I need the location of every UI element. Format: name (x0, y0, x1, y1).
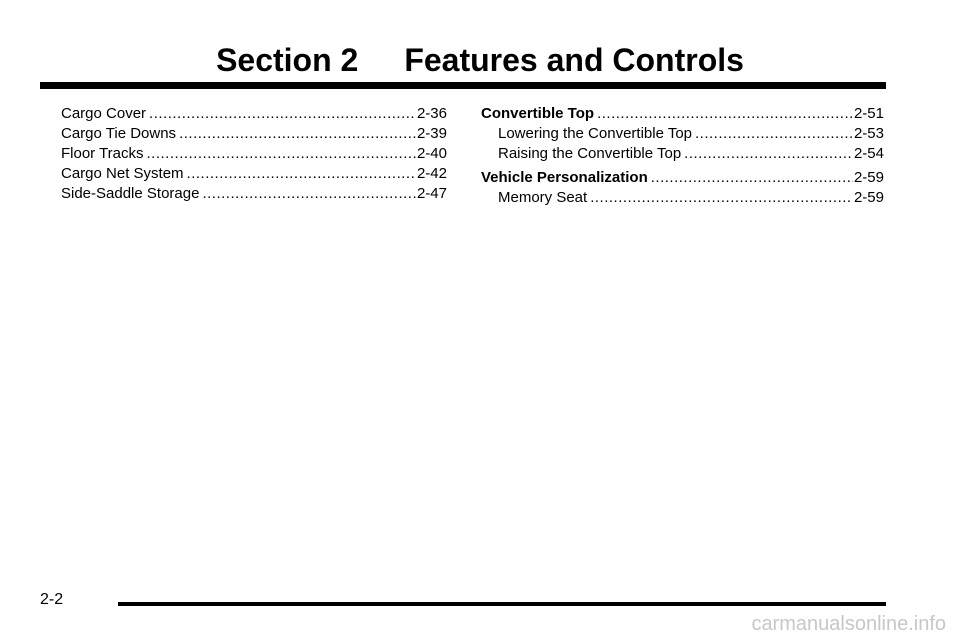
toc-entry-cargo-net-system[interactable] (61, 164, 447, 184)
toc-entry-page: 2-59 (853, 169, 884, 186)
toc-entry-page: 2-40 (416, 145, 447, 162)
toc-entry-page: 2-42 (416, 165, 447, 182)
section-title: Features and Controls (404, 42, 744, 78)
dot-leader (187, 164, 416, 184)
dot-leader (597, 104, 853, 124)
toc-entry-page: 2-53 (853, 125, 884, 142)
page-number: 2-2 (40, 591, 64, 608)
dot-leader (202, 184, 416, 204)
toc-entry-lowering-convertible-top[interactable] (481, 124, 884, 144)
toc-entry-convertible-top[interactable] (481, 104, 884, 124)
toc-entry-page: 2-47 (416, 185, 447, 202)
page-title (0, 40, 960, 80)
toc-entry-cargo-tie-downs[interactable] (61, 124, 447, 144)
toc-entry-page: 2-36 (416, 105, 447, 122)
toc-entry-label: Side-Saddle Storage (61, 185, 200, 202)
toc-entry-label: Cargo Tie Downs (61, 125, 177, 142)
dot-leader (147, 144, 416, 164)
dot-leader (695, 124, 853, 144)
watermark-text: carmanualsonline.info (751, 613, 946, 635)
toc-left-column (61, 104, 447, 204)
toc-entry-label: Floor Tracks (61, 145, 144, 162)
toc-entry-label: Cargo Net System (61, 165, 184, 182)
toc-entry-raising-convertible-top[interactable] (481, 144, 884, 164)
toc-entry-page: 2-51 (853, 105, 884, 122)
toc-entry-label: Vehicle Personalization (481, 169, 648, 186)
toc-entry-vehicle-personalization[interactable] (481, 168, 884, 188)
dot-leader (684, 144, 853, 164)
toc-entry-memory-seat[interactable] (481, 188, 884, 208)
toc-entry-page: 2-59 (853, 189, 884, 206)
dot-leader (179, 124, 416, 144)
toc-right-column (481, 104, 884, 208)
section-number: 2 (340, 42, 359, 78)
toc-entry-page: 2-54 (853, 145, 884, 162)
dot-leader (651, 168, 853, 188)
toc-entry-page: 2-39 (416, 125, 447, 142)
dot-leader (149, 104, 416, 124)
toc-entry-floor-tracks[interactable] (61, 144, 447, 164)
toc-entry-label: Lowering the Convertible Top (498, 125, 693, 142)
toc-entry-label: Raising the Convertible Top (498, 145, 682, 162)
toc-entry-label: Cargo Cover (61, 105, 147, 122)
dot-leader (590, 188, 853, 208)
toc-entry-cargo-cover[interactable] (61, 104, 447, 124)
toc-entry-label: Memory Seat (498, 189, 588, 206)
section-label: Section (216, 42, 332, 78)
footer-rule (118, 602, 886, 606)
toc-entry-side-saddle-storage[interactable] (61, 184, 447, 204)
toc-entry-label: Convertible Top (481, 105, 595, 122)
header-rule (40, 82, 886, 89)
